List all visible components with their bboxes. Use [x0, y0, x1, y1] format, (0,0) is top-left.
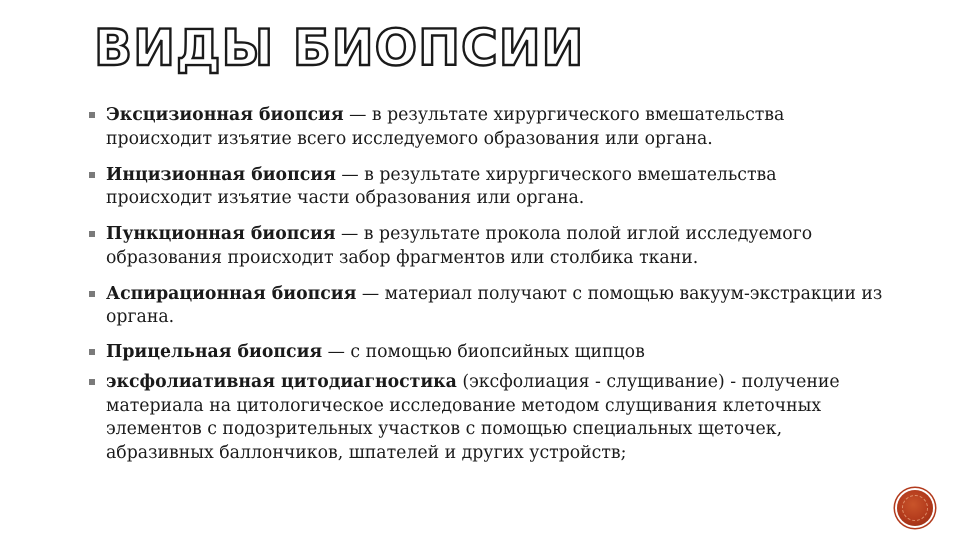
square-bullet-icon	[89, 231, 95, 237]
list-item	[86, 164, 886, 211]
item-text: — с помощью биопсийных щипцов	[322, 341, 645, 362]
item-text: — в результате хирургического вмешательства происходит изъятие всего исследуемого образования или органа.	[106, 105, 785, 149]
item-text: (эксфолиация - слущивание) - получение материала на цитологическое исследование методом слущивания клеточных элементов с подозрительных участков с помощью специальных щеточек, абразивных баллончиков, шпателей и других устройств;	[106, 372, 840, 463]
list-item	[86, 371, 886, 465]
item-term: Эксцизионная биопсия	[106, 105, 344, 125]
item-term: Аспирационная биопсия	[106, 283, 357, 304]
item-text: — в результате прокола полой иглой исследуемого образования происходит забор фрагментов или столбика ткани.	[106, 224, 813, 268]
list-item	[86, 223, 886, 270]
slide-title: ВИДЫ БИОПСИИ	[94, 19, 585, 77]
item-term: эксфолиативная цитодиагностика	[106, 372, 457, 392]
item-term: Инцизионная биопсия	[106, 164, 336, 185]
slide-number-badge-icon	[897, 490, 933, 526]
item-text: — в результате хирургического вмешательства происходит изъятие части образования или органа.	[106, 164, 777, 208]
list-item	[86, 283, 886, 330]
item-text: — материал получают с помощью вакуум-экстракции из органа.	[106, 283, 883, 327]
square-bullet-icon	[89, 112, 95, 118]
square-bullet-icon	[89, 291, 95, 297]
list-item	[86, 341, 886, 365]
square-bullet-icon	[89, 379, 95, 385]
badge-ring	[902, 495, 928, 521]
item-term: Пункционная биопсия	[106, 224, 336, 244]
square-bullet-icon	[89, 172, 95, 178]
item-term: Прицельная биопсия	[106, 341, 323, 362]
bullet-list	[86, 104, 886, 478]
list-item	[86, 104, 886, 151]
square-bullet-icon	[89, 349, 95, 355]
